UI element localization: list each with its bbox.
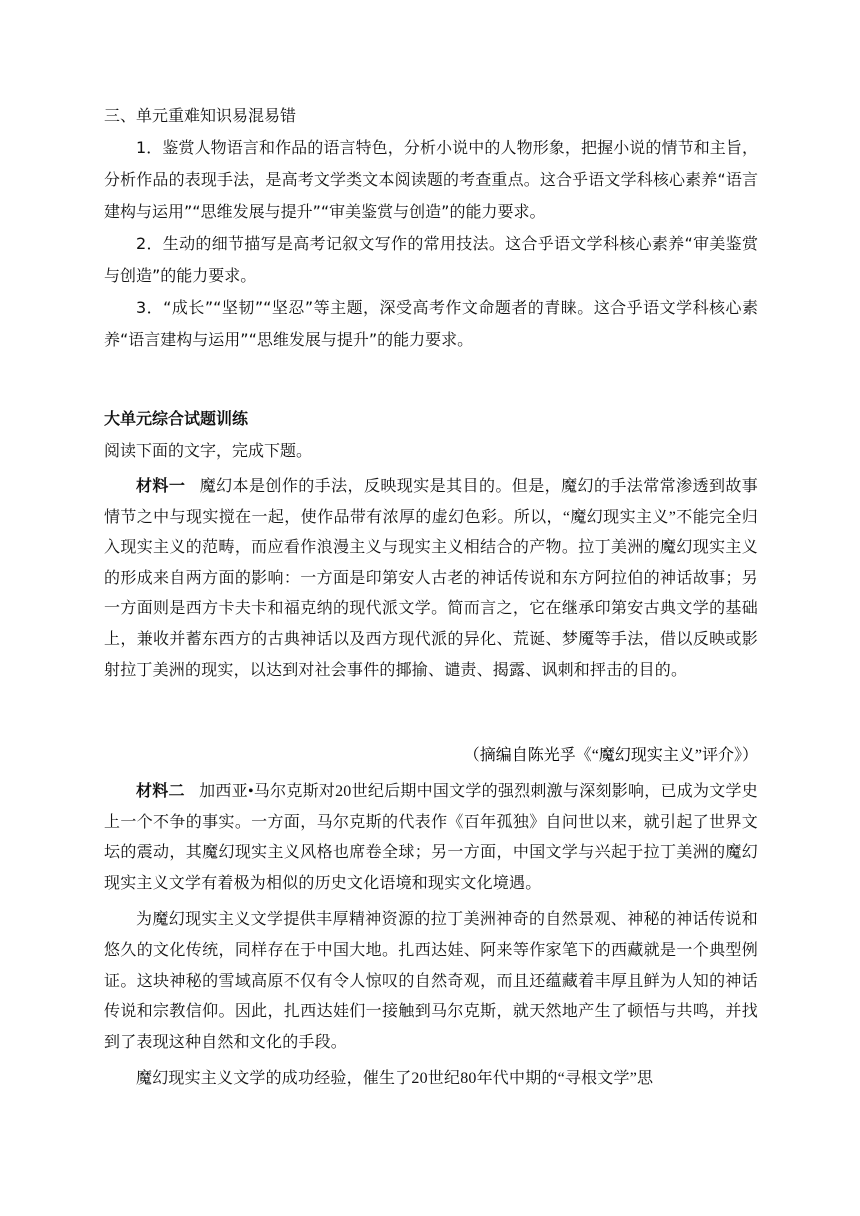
material-one-text: 魔幻本是创作的手法，反映现实是其目的。但是，魔幻的手法常常渗透到故事情节之中与现实搅在一起，使作品带有浓厚的虚幻色彩。所以，“魔幻现实主义”不能完全归入现实主义的范畴，而应看作浪漫主义与现实主义相结合的产物。拉丁美洲的魔幻现实主义的形成来自两方面的影响：一方面是印第安人古老的神话传说和东方阿拉伯的神话故事；另一方面则是西方卡夫卡和福克纳的现代派文学。简而言之，它在继承印第安古典文学的基础上，兼收并蓄东西方的古典神话以及西方现代派的异化、荒诞、梦魇等手法，借以反映或影射拉丁美洲的现实，以达到对社会事件的揶揄、谴责、揭露、讽刺和抨击的目的。 — [104, 478, 758, 679]
knowledge-point-1: 1．鉴赏人物语言和作品的语言特色，分析小说中的人物形象，把握小说的情节和主旨，分析作品的表现手法，是高考文学类文本阅读题的考查重点。这合乎语文学科核心素养“语言建构与运用”“思维发展与提升”“审美鉴赏与创造”的能力要求。 — [104, 138, 758, 221]
section-heading: 三、单元重难知识易混易错 — [104, 106, 297, 125]
training-header — [104, 403, 758, 467]
section-knowledge-points — [104, 100, 758, 356]
training-heading: 大单元综合试题训练 — [104, 409, 249, 428]
material-two-paragraph-1 — [104, 776, 758, 899]
material-one-tag: 材料一 — [136, 476, 186, 495]
material-two-tag: 材料二 — [136, 781, 185, 800]
knowledge-point-3: 3．“成长”“坚韧”“坚忍”等主题，深受高考作文命题者的青睐。这合乎语文学科核心素养“语言建构与运用”“思维发展与提升”的能力要求。 — [104, 298, 758, 349]
material-one — [104, 471, 758, 686]
material-two-paragraph-2: 为魔幻现实主义文学提供丰厚精神资源的拉丁美洲神奇的自然景观、神秘的神话传说和悠久的文化传统，同样存在于中国大地。扎西达娃、阿来等作家笔下的西藏就是一个典型例证。这块神秘的雪域高原不仅有令人惊叹的自然奇观，而且还蕴藏着丰厚且鲜为人知的神话传说和宗教信仰。因此，扎西达娃们一接触到马尔克斯，就天然地产生了顿悟与共鸣，并找到了表现这种自然和文化的手段。 — [104, 911, 758, 1051]
material-two-text-1: 加西亚•马尔克斯对20世纪后期中国文学的强烈刺激与深刻影响，已成为文学史上一个不争的事实。一方面，马尔克斯的代表作《百年孤独》自问世以来，就引起了世界文坛的震动，其魔幻现实主义风格也席卷全球；另一方面，中国文学与兴起于拉丁美洲的魔幻现实主义文学有着极为相似的历史文化语境和现实文化境遇。 — [104, 783, 758, 892]
knowledge-point-2: 2．生动的细节描写是高考记叙文写作的常用技法。这合乎语文学科核心素养“审美鉴赏与创造”的能力要求。 — [104, 234, 758, 285]
material-two-paragraph-3: 魔幻现实主义文学的成功经验，催生了20世纪80年代中期的“寻根文学”思 — [136, 1070, 654, 1088]
material-one-source: （摘编自陈光孚《“魔幻现实主义”评介》） — [463, 747, 758, 764]
material-two — [104, 776, 758, 1095]
material-one-paragraph — [104, 471, 758, 686]
reading-instruction: 阅读下面的文字，完成下题。 — [104, 441, 313, 460]
